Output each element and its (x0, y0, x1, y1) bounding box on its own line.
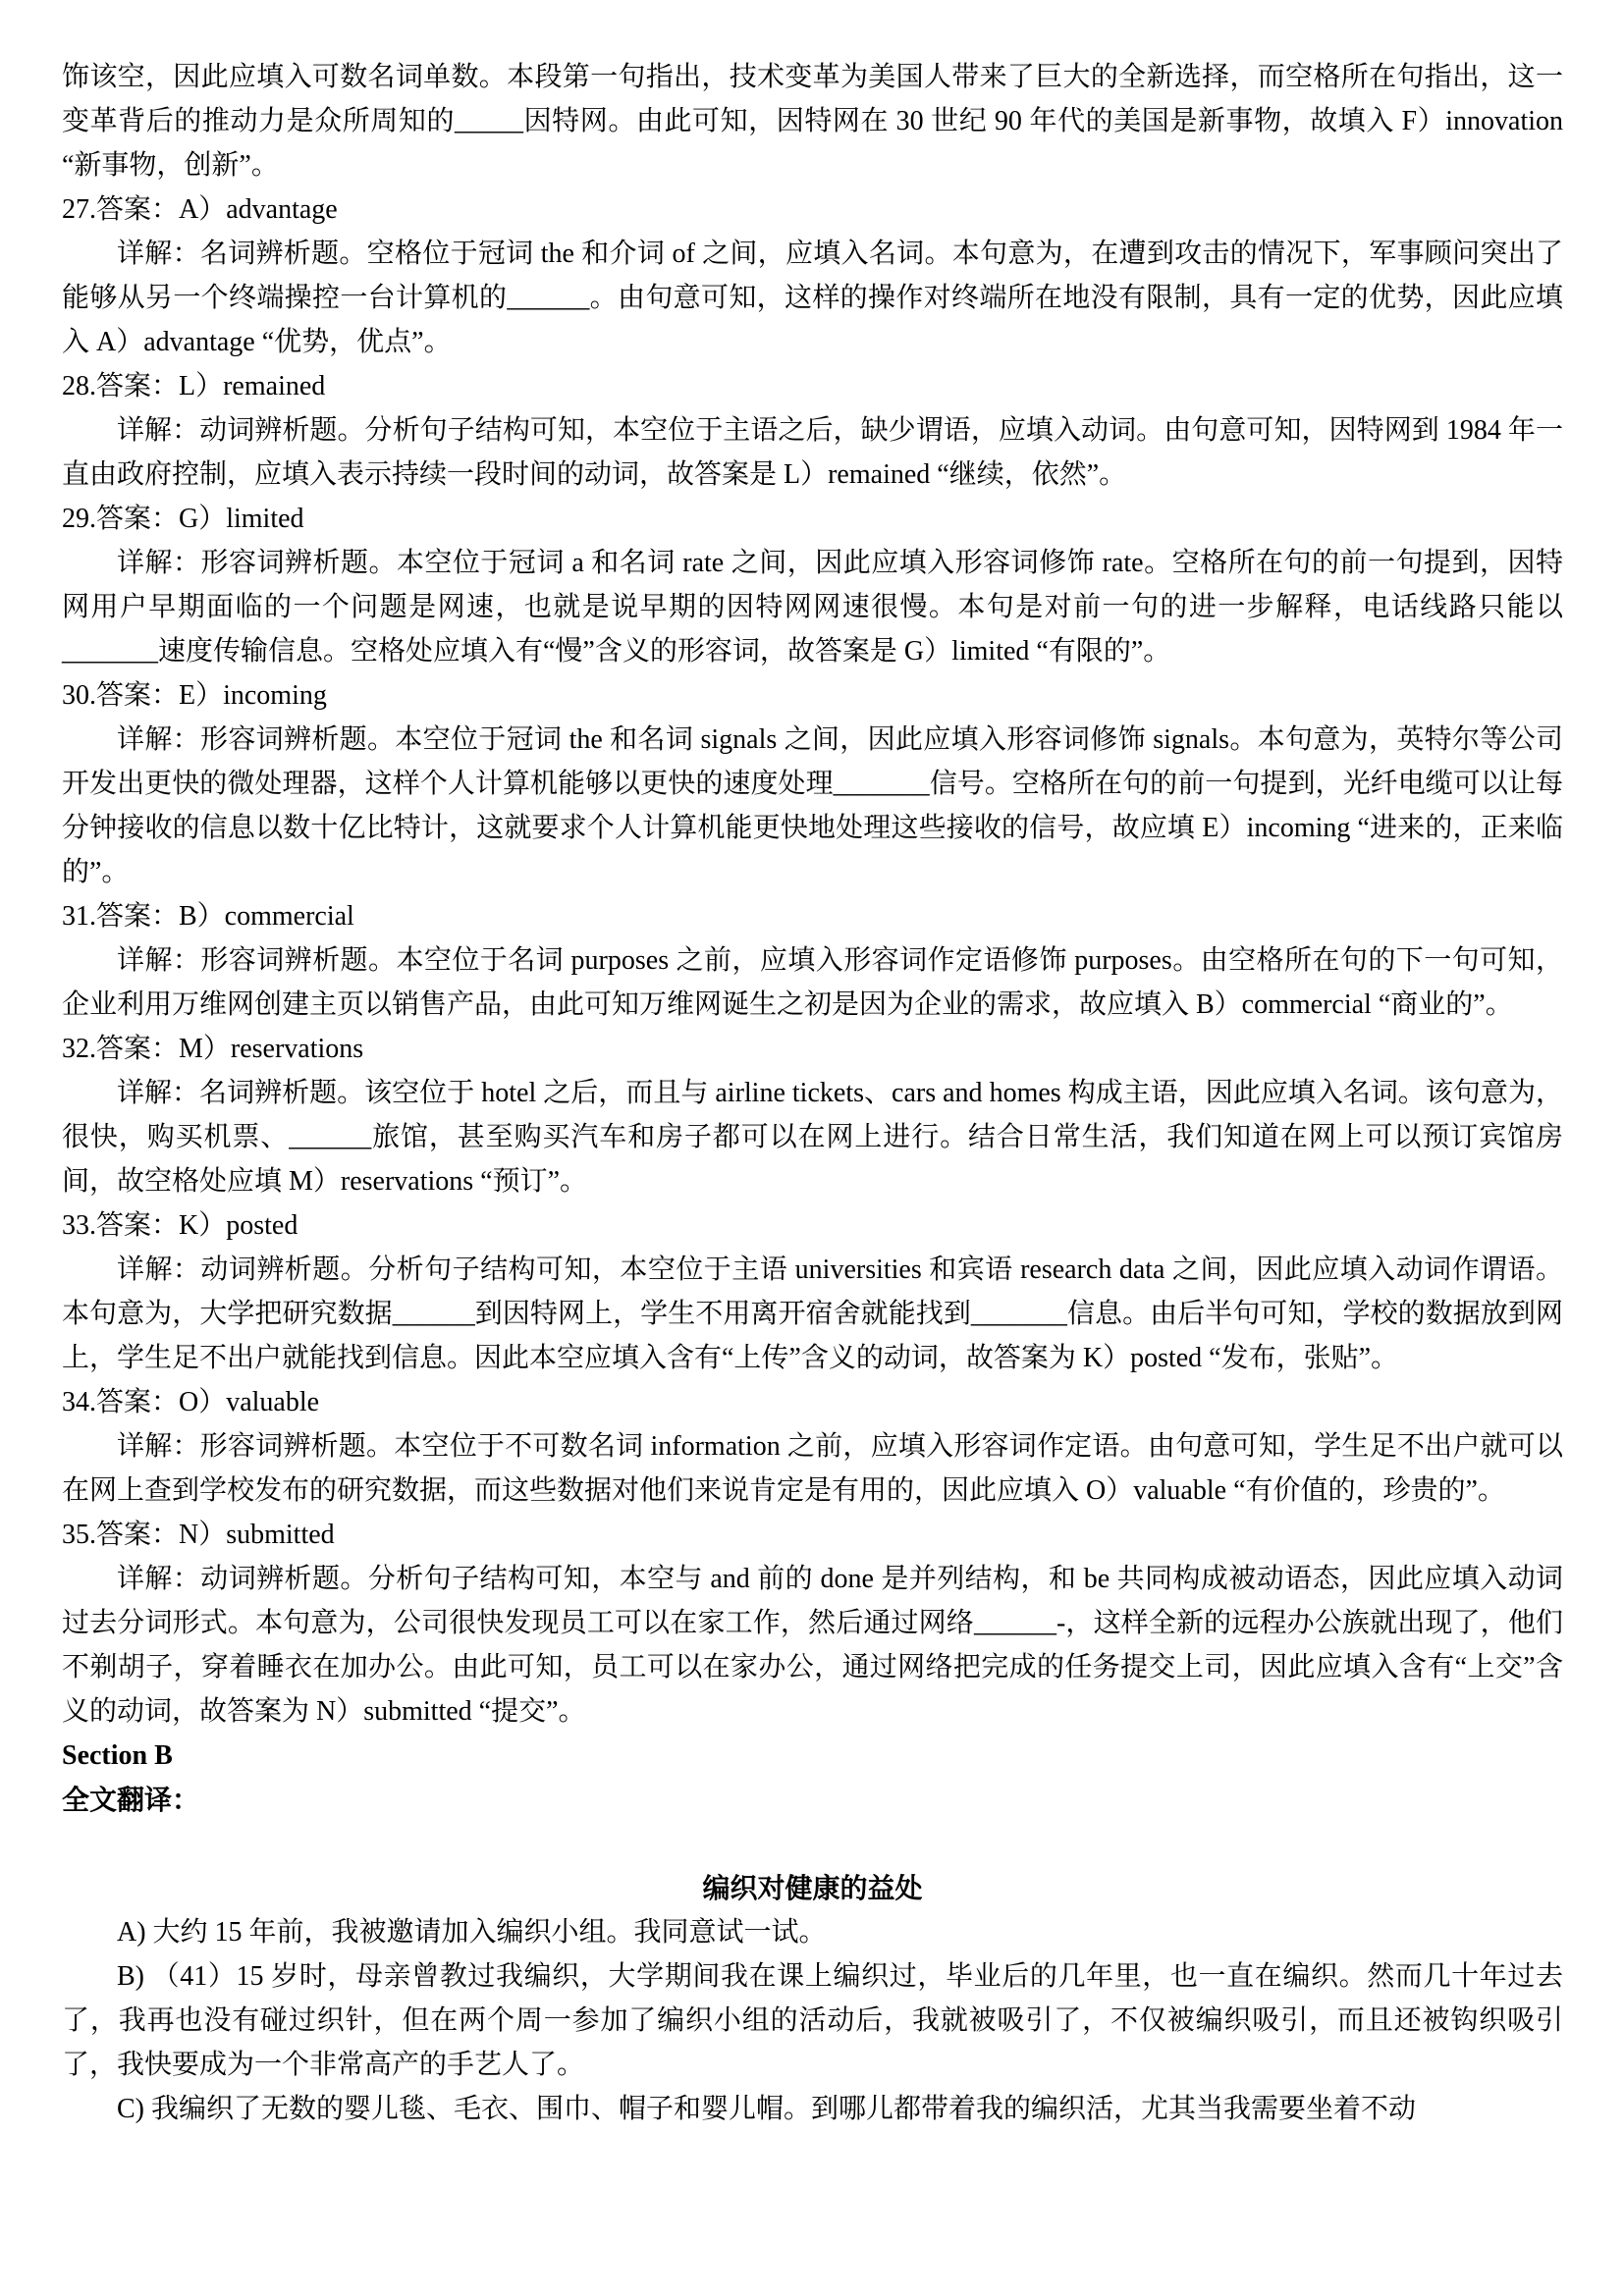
answer-32-label: 32.答案：M）reservations (62, 1034, 364, 1064)
answer-29-detail: 详解：形容词辨析题。本空位于冠词 a 和名词 rate 之间，因此应填入形容词修饰 rate。空格所在句的前一句提到，因特网用户早期面临的一个问题是网速，也就是说早期的因特网网速很慢。本句是对前一句的进一步解释，电话线路只能以_______速度传输信息。空格处应填入有“慢”含义的形容词，故答案是 G）limited “有限的”。 (62, 548, 1563, 667)
answer-31-detail: 详解：形容词辨析题。本空位于名词 purposes 之前，应填入形容词作定语修饰 purposes。由空格所在句的下一句可知，企业利用万维网创建主页以销售产品，由此可知万维网诞生之初是因为企业的需求，故应填入 B）commercial “商业的”。 (62, 945, 1563, 1020)
answer-31-label: 31.答案：B）commercial (62, 901, 354, 932)
answer-28-detail: 详解：动词辨析题。分析句子结构可知，本空位于主语之后，缺少谓语，应填入动词。由句意可知，因特网到 1984 年一直由政府控制，应填入表示持续一段时间的动词，故答案是 L）remained “继续，依然”。 (62, 415, 1563, 490)
answer-33-label: 33.答案：K）posted (62, 1210, 298, 1241)
answer-28-label: 28.答案：L）remained (62, 371, 326, 401)
answer-30-detail: 详解：形容词辨析题。本空位于冠词 the 和名词 signals 之间，因此应填入形容词修饰 signals。本句意为，英特尔等公司开发出更快的微处理器，这样个人计算机能够以更快的速度处理_______信号。空格所在句的前一句提到，光纤电缆可以让每分钟接收的信息以数十亿比特计，这就要求个人计算机能更快地处理这些接收的信号，故应填 E）incoming “进来的，正来临的”。 (62, 724, 1563, 887)
translation-paragraph-b: B) （41）15 岁时，母亲曾教过我编织，大学期间我在课上编织过，毕业后的几年里，也一直在编织。然而几十年过去了，我再也没有碰过织针，但在两个周一参加了编织小组的活动后，我就被吸引了，不仅被编织吸引，而且还被钩织吸引了，我快要成为一个非常高产的手艺人了。 (62, 1961, 1563, 2080)
answer-35-detail: 详解：动词辨析题。分析句子结构可知，本空与 and 前的 done 是并列结构，和 be 共同构成被动语态，因此应填入动词过去分词形式。本句意为，公司很快发现员工可以在家工作，然后通过网络______-，这样全新的远程办公族就出现了，他们不剃胡子，穿着睡衣在加办公。由此可知，员工可以在家办公，通过网络把完成的任务提交上司，因此应填入含有“上交”含义的动词，故答案为 N）submitted “提交”。 (62, 1564, 1563, 1727)
translation-paragraph-a: A) 大约 15 年前，我被邀请加入编织小组。我同意试一试。 (117, 1917, 827, 1948)
translation-title: 编织对健康的益处 (702, 1873, 923, 1903)
answer-29-label: 29.答案：G）limited (62, 504, 304, 534)
answer-34-label: 34.答案：O）valuable (62, 1387, 320, 1417)
section-b-heading: Section B (62, 1740, 173, 1771)
full-translation-heading: 全文翻译： (62, 1785, 200, 1815)
answer-33-detail: 详解：动词辨析题。分析句子结构可知，本空位于主语 universities 和宾语 research data 之间，因此应填入动词作谓语。本句意为，大学把研究数据______到因特网上，学生不用离开宿舍就能找到_______信息。由后半句可知，学校的数据放到网上，学生足不出户就能找到信息。因此本空应填入含有“上传”含义的动词，故答案为 K）posted “发布，张贴”。 (62, 1255, 1563, 1373)
answer-32-detail: 详解：名词辨析题。该空位于 hotel 之后，而且与 airline tickets、cars and homes 构成主语，因此应填入名词。该句意为，很快，购买机票、______旅馆，甚至购买汽车和房子都可以在网上进行。结合日常生活，我们知道在网上可以预订宾馆房间，故空格处应填 M）reservations “预订”。 (62, 1078, 1563, 1197)
answer-34-detail: 详解：形容词辨析题。本空位于不可数名词 information 之前，应填入形容词作定语。由句意可知，学生足不出户就可以在网上查到学校发布的研究数据，而这些数据对他们来说肯定是有用的，因此应填入 O）valuable “有价值的，珍贵的”。 (62, 1431, 1563, 1506)
answer-30-label: 30.答案：E）incoming (62, 680, 327, 711)
paragraph-intro-continuation: 饰该空，因此应填入可数名词单数。本段第一句指出，技术变革为美国人带来了巨大的全新选择，而空格所在句指出，这一变革背后的推动力是众所周知的_____因特网。由此可知，因特网在 30 世纪 90 年代的美国是新事物，故填入 F）innovation “新事物，创新”。 (62, 62, 1563, 181)
answer-27-detail: 详解：名词辨析题。空格位于冠词 the 和介词 of 之间，应填入名词。本句意为，在遭到攻击的情况下，军事顾问突出了能够从另一个终端操控一台计算机的______。由句意可知，这样的操作对终端所在地没有限制，具有一定的优势，因此应填入 A）advantage “优势，优点”。 (62, 239, 1563, 357)
answer-27-label: 27.答案：A）advantage (62, 194, 338, 225)
answer-35-label: 35.答案：N）submitted (62, 1520, 335, 1550)
translation-paragraph-c: C) 我编织了无数的婴儿毯、毛衣、围巾、帽子和婴儿帽。到哪儿都带着我的编织活，尤其当我需要坐着不动 (117, 2094, 1417, 2124)
